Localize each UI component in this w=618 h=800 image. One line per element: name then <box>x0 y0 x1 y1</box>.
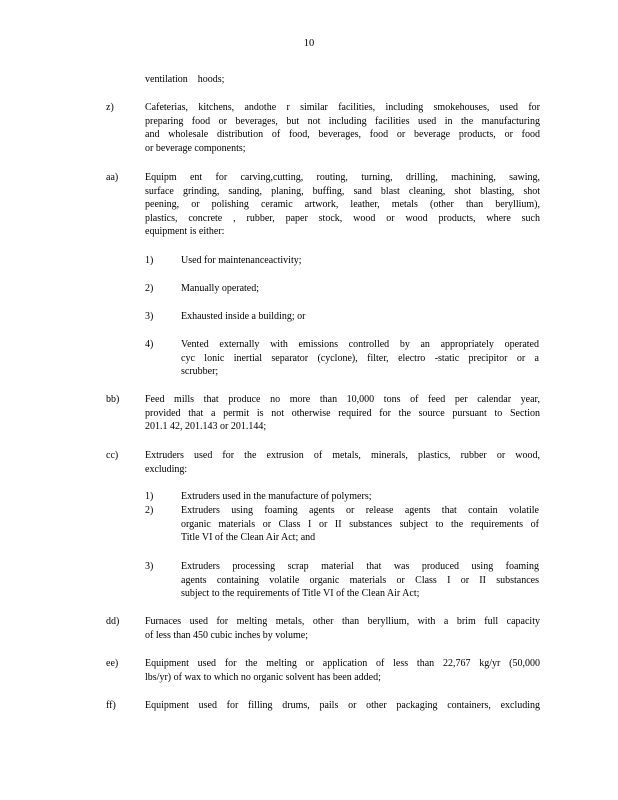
item-text <box>145 699 540 713</box>
item-label: ee) <box>106 658 119 669</box>
text-line: or beverage components; <box>145 142 246 154</box>
text-line: organic materials or Class I or II substances subject to the requirements of <box>181 518 539 530</box>
item-label: z) <box>106 102 114 113</box>
text-line: Extruders processing scrap material that was produced using foaming <box>181 561 539 572</box>
item-text <box>145 615 540 642</box>
text-line: Furnaces used for melting metals, other than beryllium, with a brim full capacity <box>145 616 540 627</box>
text-line: Manually operated; <box>181 283 260 294</box>
subitem-text <box>181 254 539 268</box>
subitem-text <box>181 338 539 379</box>
subitem-label: 1) <box>145 491 154 502</box>
item-text <box>145 449 540 476</box>
item-text <box>145 101 540 155</box>
subitem-label: 1) <box>145 255 154 266</box>
text-line: equipment is either: <box>145 226 225 238</box>
text-line: Extruders used in the manufacture of polymers; <box>181 491 372 502</box>
text-line: 201.1 42, 201.143 or 201.144; <box>145 421 267 433</box>
text-line: Exhausted inside a building; or <box>181 311 306 322</box>
subitem-label: 3) <box>145 561 154 572</box>
item-label: ff) <box>106 700 116 711</box>
intro-line: ventilation hoods; <box>145 74 225 85</box>
item-text <box>145 657 540 684</box>
subitem-label: 4) <box>145 339 154 350</box>
text-line: Vented externally with emissions controlled by an appropriately operated <box>181 339 539 350</box>
text-line: subject to the requirements of Title VI of the Clean Air Act; <box>181 588 420 600</box>
text-line: Equipment used for filling drums, pails or other packaging containers, excluding <box>145 700 540 711</box>
subitem-text <box>181 282 539 296</box>
subitem-label: 3) <box>145 311 154 322</box>
item-text <box>145 393 540 434</box>
text-line: peening, or polishing ceramic artwork, leather, metals (other than beryllium), <box>145 199 540 211</box>
text-line: and wholesale distribution of food, beverages, food or beverage products, or food <box>145 129 540 141</box>
text-line: Extruders using foaming agents or release agents that contain volatile <box>181 505 539 516</box>
text-line: provided that a permit is not otherwise required for the source pursuant to Section <box>145 407 540 419</box>
item-label: aa) <box>106 172 119 183</box>
item-label: bb) <box>106 394 120 405</box>
text-line: Title VI of the Clean Air Act; and <box>181 532 316 544</box>
text-line: Equipment used for the melting or application of less than 22,767 kg/yr (50,000 <box>145 658 540 669</box>
text-line: scrubber; <box>181 366 219 378</box>
subitem-text <box>181 490 539 504</box>
subitem-text <box>181 504 539 545</box>
subitem-label: 2) <box>145 283 154 294</box>
page-number: 10 <box>303 38 315 49</box>
text-line: Feed mills that produce no more than 10,000 tons of feed per calendar year, <box>145 394 540 405</box>
item-label: dd) <box>106 616 120 627</box>
text-line: agents containing volatile organic materials or Class I or II substances <box>181 574 539 586</box>
text-line: excluding: <box>145 463 188 475</box>
text-line: plastics, concrete , rubber, paper stock, wood or wood products, where such <box>145 212 540 224</box>
text-line: Extruders used for the extrusion of metals, minerals, plastics, rubber or wood, <box>145 450 540 461</box>
item-label: cc) <box>106 450 119 461</box>
text-line: Cafeterias, kitchens, andothe r similar facilities, including smokehouses, used for <box>145 102 540 113</box>
text-line: Equipm ent for carving,cutting, routing, turning, drilling, machining, sawing, <box>145 172 540 183</box>
text-line: lbs/yr) of wax to which no organic solvent has been added; <box>145 671 381 683</box>
item-text <box>145 171 540 239</box>
subitem-text <box>181 560 539 601</box>
text-line: Used for maintenanceactivity; <box>181 255 302 266</box>
text-line: of less than 450 cubic inches by volume; <box>145 629 309 641</box>
subitem-text <box>181 310 539 324</box>
text-line: surface grinding, sanding, planing, buffing, sand blast cleaning, shot blasting, shot <box>145 185 540 197</box>
text-line: cyc lonic inertial separator (cyclone), filter, electro -static precipitor or a <box>181 352 539 364</box>
subitem-label: 2) <box>145 505 154 516</box>
text-line: preparing food or beverages, but not including facilities used in the manufacturing <box>145 115 540 127</box>
